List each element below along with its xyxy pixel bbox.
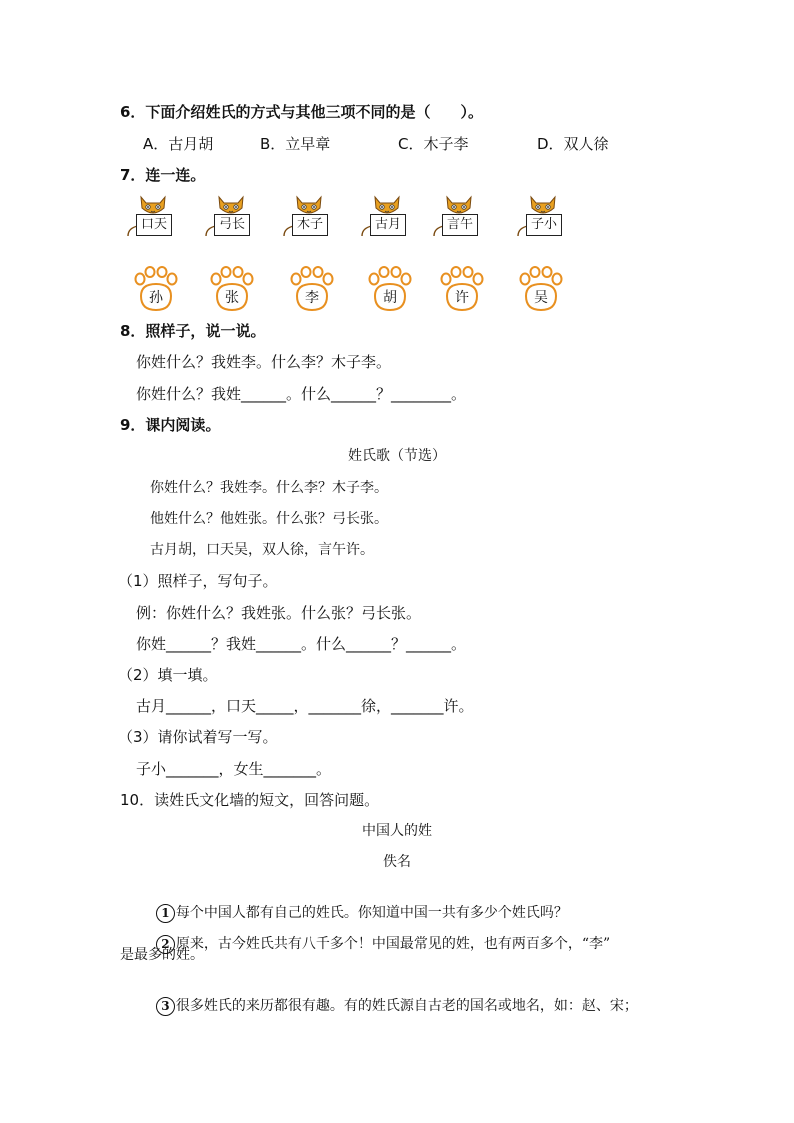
poem-line-3: 古月胡，口天吴，双人徐，言午许。 bbox=[150, 542, 374, 558]
cat-card bbox=[362, 194, 418, 242]
q7-title: 7．连一连。 bbox=[120, 166, 206, 184]
paw-print bbox=[437, 266, 487, 312]
q9-title: 9．课内阅读。 bbox=[120, 416, 221, 434]
poem-line-2: 他姓什么？他姓张。什么张？弓长张。 bbox=[150, 511, 388, 527]
cat-card-label: 木子 bbox=[292, 214, 328, 236]
paragraph-2 bbox=[147, 914, 610, 954]
cat-card-label: 弓长 bbox=[214, 214, 250, 236]
q6-option-a: A．古月胡 bbox=[143, 135, 214, 153]
q9-fill1: 你姓______？我姓______。什么______？______。 bbox=[136, 635, 467, 653]
paw-char: 许 bbox=[455, 290, 469, 306]
q8-example-line: 你姓什么？我姓李。什么李？木子李。 bbox=[136, 353, 392, 371]
paw-char: 孙 bbox=[149, 290, 163, 306]
cat-card-label: 古月 bbox=[370, 214, 406, 236]
q9-sub2: （2）填一填。 bbox=[118, 666, 218, 684]
q10-title: 10．读姓氏文化墙的短文，回答问题。 bbox=[120, 791, 380, 809]
cat-card bbox=[434, 194, 490, 242]
q9-fill2: 古月______，口天_____，_______徐，_______许。 bbox=[136, 697, 474, 715]
cat-card-label: 口天 bbox=[136, 214, 172, 236]
paragraph-text: 每个中国人都有自己的姓氏。你知道中国一共有多少个姓氏吗？ bbox=[175, 905, 568, 921]
cat-card-label: 言午 bbox=[442, 214, 478, 236]
paragraph-2-continued: 是最多的姓。 bbox=[120, 947, 204, 963]
paragraph-text: 很多姓氏的来历都很有趣。有的姓氏源自古老的国名或地名，如：赵、宋； bbox=[175, 998, 638, 1014]
q9-fill3: 子小_______，女生_______。 bbox=[136, 760, 332, 778]
q8-title: 8．照样子，说一说。 bbox=[120, 322, 266, 340]
paw-char: 李 bbox=[305, 290, 319, 306]
paw-print bbox=[287, 266, 337, 312]
cat-card bbox=[518, 194, 574, 242]
cat-card bbox=[128, 194, 184, 242]
q9-example: 例：你姓什么？我姓张。什么张？弓长张。 bbox=[136, 604, 422, 622]
q9-sub1: （1）照样子，写句子。 bbox=[118, 572, 278, 590]
paw-char: 张 bbox=[225, 290, 239, 306]
q6-option-c: C．木子李 bbox=[398, 135, 469, 153]
paw-print bbox=[516, 266, 566, 312]
cat-card-label: 子小 bbox=[526, 214, 562, 236]
q9-sub3: （3）请你试着写一写。 bbox=[118, 728, 278, 746]
poem-title: 姓氏歌（节选） bbox=[348, 448, 446, 464]
q6-option-b: B．立早章 bbox=[260, 135, 331, 153]
article-author: 佚名 bbox=[383, 854, 411, 870]
paw-char: 吴 bbox=[534, 290, 548, 306]
paragraph-text: 原来，古今姓氏共有八千多个！中国最常见的姓，也有两百多个，“李” bbox=[175, 936, 611, 952]
poem-line-1: 你姓什么？我姓李。什么李？木子李。 bbox=[150, 480, 388, 496]
q8-fill-line: 你姓什么？我姓______。什么______？________。 bbox=[136, 385, 467, 403]
q6-title: 6．下面介绍姓氏的方式与其他三项不同的是（ ）。 bbox=[120, 103, 483, 121]
cat-card bbox=[206, 194, 262, 242]
paragraph-number: 3 bbox=[156, 997, 175, 1016]
q6-option-d: D．双人徐 bbox=[537, 135, 609, 153]
paw-print bbox=[365, 266, 415, 312]
paw-print bbox=[207, 266, 257, 312]
cat-card bbox=[284, 194, 340, 242]
paragraph-3 bbox=[147, 976, 638, 1016]
paw-char: 胡 bbox=[383, 290, 397, 306]
paragraph-number: 1 bbox=[156, 904, 175, 923]
paw-print bbox=[131, 266, 181, 312]
paragraph-number: 2 bbox=[156, 935, 175, 954]
article-title: 中国人的姓 bbox=[362, 823, 432, 839]
